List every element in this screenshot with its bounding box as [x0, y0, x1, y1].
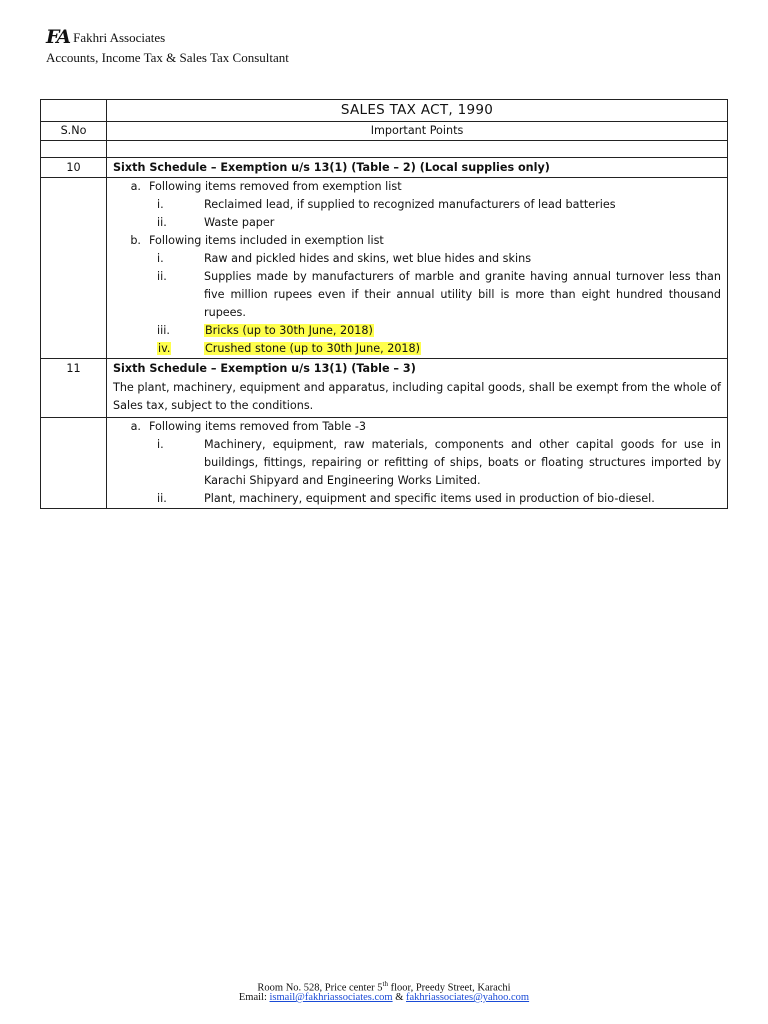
row-heading: Sixth Schedule – Exemption u/s 13(1) (Table – 3) [113, 362, 416, 375]
list-text: Reclaimed lead, if supplied to recognized manufacturers of lead batteries [204, 198, 616, 211]
list-item [107, 436, 727, 490]
row-number: 11 [41, 359, 107, 418]
list-text: Supplies made by manufacturers of marble and granite having annual turnover less than five million rupees even if their annual utility bill is more than eight hundred thousand rupees. [204, 270, 721, 319]
column-header-points: Important Points [107, 122, 728, 141]
sales-tax-table [40, 99, 728, 509]
list-marker: a. [130, 420, 141, 433]
table-row-10 [41, 158, 728, 178]
list-marker: ii. [157, 270, 167, 283]
list-marker: i. [157, 198, 164, 211]
list-text: Machinery, equipment, raw materials, components and other capital goods for use in buildings, fittings, repairing or refitting of ships, boats or floating structures imported by Karachi Shipyard and Engineering Works Limited. [204, 438, 721, 487]
list-marker: a. [130, 180, 141, 193]
list-marker: i. [157, 252, 164, 265]
list-text: Following items included in exemption list [149, 234, 384, 247]
header-row [41, 122, 728, 141]
column-header-sno: S.No [41, 122, 107, 141]
firm-logo: FA [46, 26, 70, 48]
row-heading: Sixth Schedule – Exemption u/s 13(1) (Table – 2) (Local supplies only) [107, 158, 728, 178]
firm-tagline: Accounts, Income Tax & Sales Tax Consultant [46, 50, 289, 65]
list-text: Plant, machinery, equipment and specific items used in production of bio-diesel. [204, 492, 655, 505]
list-marker: iii. [157, 324, 170, 337]
email-link-1[interactable]: ismail@fakhriassociates.com [269, 992, 393, 1003]
email-link-2[interactable]: fakhriassociates@yahoo.com [406, 992, 530, 1003]
list-item [107, 418, 727, 436]
table-row-10-body [41, 178, 728, 359]
list-marker: ii. [157, 492, 167, 505]
highlighted-marker: iv. [158, 342, 171, 355]
blank-row [41, 141, 728, 158]
letterhead [46, 28, 289, 66]
list-item [107, 322, 727, 340]
list-text: Following items removed from exemption list [149, 180, 402, 193]
highlighted-text: Crushed stone (up to 30th June, 2018) [205, 342, 421, 355]
list-item [107, 250, 727, 268]
list-text: Raw and pickled hides and skins, wet blue hides and skins [204, 252, 532, 265]
row-content [107, 178, 728, 359]
list-item [107, 214, 727, 232]
table-row-11 [41, 359, 728, 418]
list-item [107, 232, 727, 250]
row-content [107, 418, 728, 509]
list-marker: ii. [157, 216, 167, 229]
list-item [107, 268, 727, 322]
list-marker: b. [130, 234, 141, 247]
list-text: Following items removed from Table -3 [149, 420, 366, 433]
title-row [41, 100, 728, 122]
list-marker: i. [157, 438, 164, 451]
row-paragraph: The plant, machinery, equipment and apparatus, including capital goods, shall be exempt from the whole of Sales tax, subject to the conditions. [113, 381, 721, 412]
table-row-11-body [41, 418, 728, 509]
list-item [107, 196, 727, 214]
highlighted-text: Bricks (up to 30th June, 2018) [205, 324, 373, 337]
list-item [107, 178, 727, 196]
list-item [107, 340, 727, 358]
document-title: SALES TAX ACT, 1990 [107, 100, 728, 122]
footer-email: Email: ismail@fakhriassociates.com & fakhriassociates@yahoo.com [238, 992, 530, 1003]
row-number: 10 [41, 158, 107, 178]
footer-address: Room No. 528, Price center 5th floor, Preedy Street, Karachi [257, 980, 511, 994]
list-item [107, 490, 727, 508]
firm-name: Fakhri Associates [73, 30, 166, 45]
list-text: Waste paper [204, 216, 275, 229]
